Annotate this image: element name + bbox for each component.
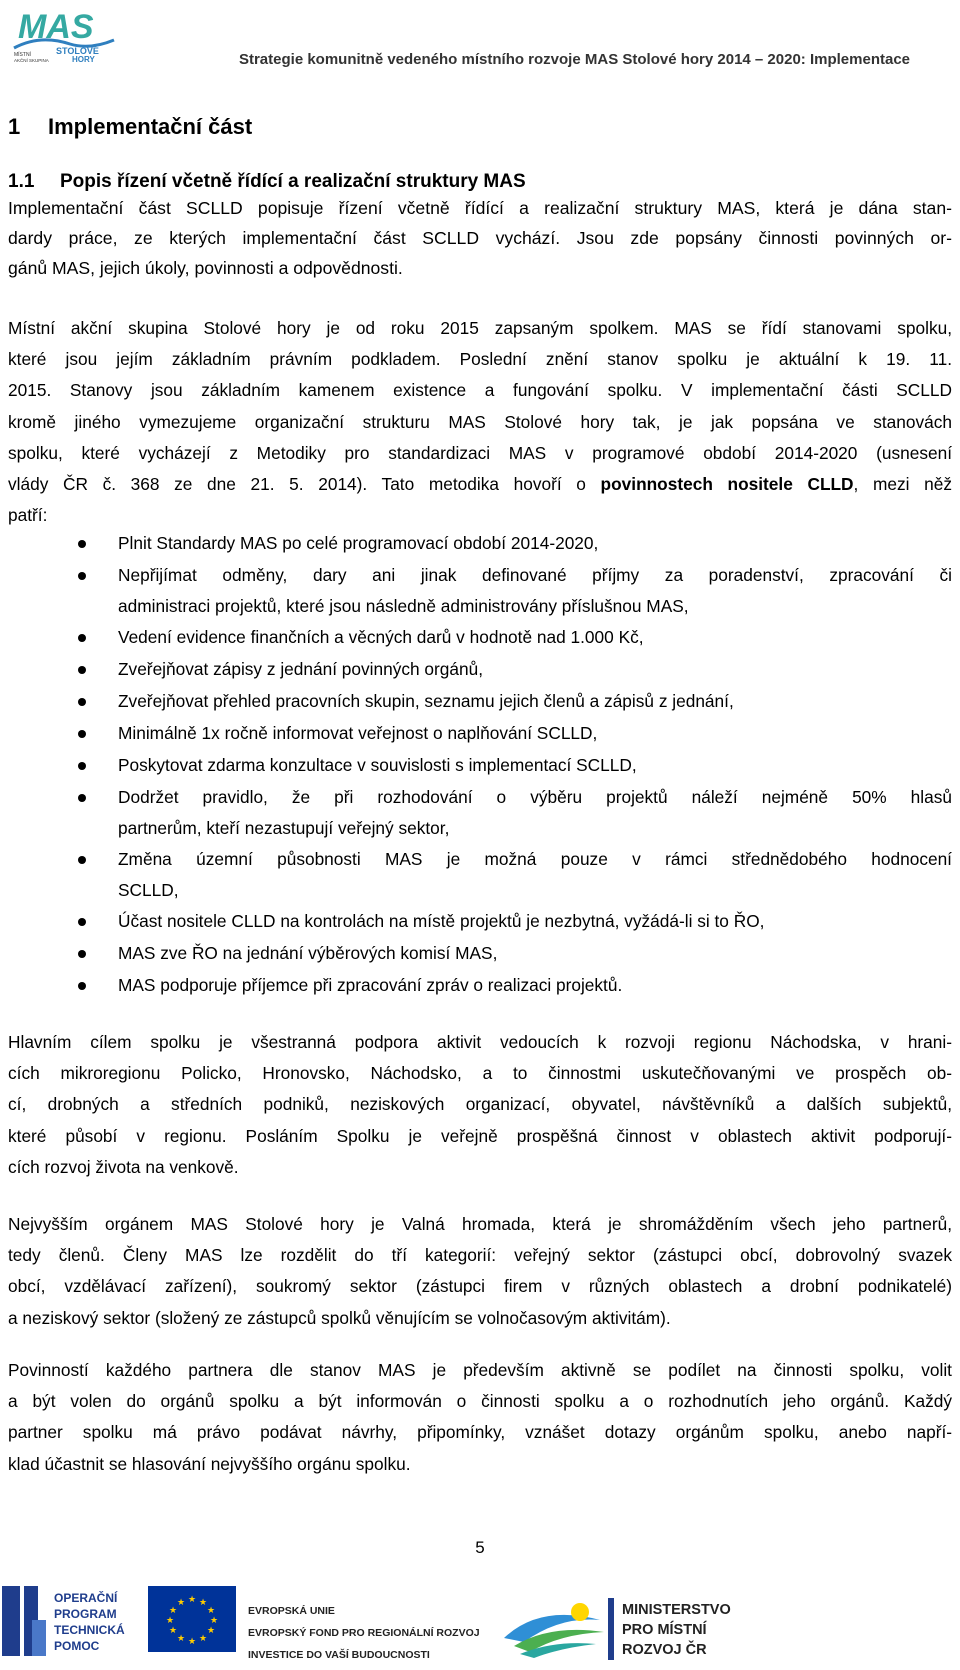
bullet-dot bbox=[78, 698, 86, 706]
svg-text:★: ★ bbox=[176, 1634, 186, 1644]
svg-text:★: ★ bbox=[198, 1598, 208, 1608]
paragraph-line: cích mikroregionu Policko, Hronovsko, Náchodsko, a to činnostmi uskutečňovanými ve prospěch ob- bbox=[8, 1063, 952, 1084]
heading-1-1-number: 1.1 bbox=[8, 171, 35, 192]
heading-1-1 bbox=[8, 171, 526, 193]
mmr-swirl-logo bbox=[500, 1594, 610, 1660]
intro-line: dardy práce, ze kterých implementační část SCLLD vychází. Jsou zde popsány činnosti povinných or- bbox=[8, 228, 952, 248]
paragraph-line: které jsou jejím základním právním podkladem. Poslední znění stanov spolku je aktuální k 19. 11. bbox=[8, 349, 952, 370]
svg-text:★: ★ bbox=[168, 1606, 178, 1616]
paragraph-line: spolku, které vycházejí z Metodiky pro standardizaci MAS v programové období 2014-2020 (usnesení bbox=[8, 442, 952, 463]
svg-text:★: ★ bbox=[209, 1616, 219, 1626]
list-item bbox=[118, 782, 952, 844]
bullet-dot bbox=[78, 918, 86, 926]
eu-line: EVROPSKÝ FOND PRO REGIONÁLNÍ ROZVOJ bbox=[248, 1627, 480, 1639]
heading-1 bbox=[8, 114, 252, 140]
list-item-text: Změna územní působnosti MAS je možná pouze v rámci střednědobého hodnocení bbox=[118, 849, 952, 869]
eu-line: EVROPSKÁ UNIE bbox=[248, 1605, 335, 1617]
list-item-text: Nepřijímat odměny, dary ani jinak definované příjmy za poradenství, zpracování či bbox=[118, 565, 952, 585]
bullet-dot bbox=[78, 572, 86, 580]
eu-flag-icon bbox=[148, 1586, 236, 1652]
text-run: , mezi něž bbox=[853, 474, 952, 495]
list-item bbox=[118, 528, 598, 559]
list-item bbox=[118, 844, 952, 906]
svg-text:★: ★ bbox=[187, 1595, 197, 1605]
list-item-text: Zveřejňovat přehled pracovních skupin, seznamu jejich členů a zápisů z jednání, bbox=[118, 691, 734, 711]
logo-hory: HORY bbox=[72, 55, 95, 64]
list-item bbox=[118, 750, 637, 781]
text-run: vlády ČR č. 368 ze dne 21. 5. 2014). Tato metodika hovoří o bbox=[8, 474, 601, 495]
bullet-dot bbox=[78, 730, 86, 738]
mmr-bar bbox=[608, 1598, 614, 1660]
heading-1-number: 1 bbox=[8, 114, 21, 139]
page-number: 5 bbox=[475, 1538, 485, 1557]
paragraph-partner-duties bbox=[8, 1355, 952, 1480]
paragraph-goal bbox=[8, 1027, 952, 1183]
paragraph-line: obcí, vzdělávací zařízení), soukromý sektor (zástupci firem v různých oblastech a drobní podnikatelé) bbox=[8, 1276, 952, 1297]
op-line: POMOC bbox=[54, 1639, 100, 1653]
paragraph-line: 2015. Stanovy jsou základním kamenem existence a fungování spolku. V implementační části SCLLD bbox=[8, 380, 952, 401]
paragraph-line: kromě jiného vymezujeme organizační strukturu MAS Stolové hory tak, je jak popsána ve stanovách bbox=[8, 411, 952, 432]
bullet-dot bbox=[78, 794, 86, 802]
list-item-text: administraci projektů, které jsou následně administrovány příslušnou MAS, bbox=[118, 596, 689, 616]
heading-1-1-text: Popis řízení včetně řídící a realizační struktury MAS bbox=[60, 171, 526, 192]
bullet-dot bbox=[78, 950, 86, 958]
list-item bbox=[118, 970, 622, 1001]
paragraph-line: partner spolku má právo podávat návrhy, připomínky, vznášet dotazy orgánům spolku, anebo napří- bbox=[8, 1422, 952, 1443]
paragraph-line: Povinností každého partnera dle stanov MAS je především aktivně se podílet na činnosti spolku, volit bbox=[8, 1360, 952, 1380]
paragraph-legal-status bbox=[8, 313, 952, 531]
list-item-text: Minimálně 1x ročně informovat veřejnost o naplňování SCLLD, bbox=[118, 723, 598, 743]
logo-line1: MÍSTNÍ bbox=[14, 52, 31, 58]
svg-text:★: ★ bbox=[206, 1626, 216, 1636]
intro-line: Implementační část SCLLD popisuje řízení včetně řídící a realizační struktury MAS, která je dána stan- bbox=[8, 198, 952, 218]
bullet-dot bbox=[78, 540, 86, 548]
mmr-text bbox=[622, 1600, 731, 1660]
heading-1-text: Implementační část bbox=[48, 114, 253, 139]
svg-text:★: ★ bbox=[206, 1606, 216, 1616]
list-item-text: MAS zve ŘO na jednání výběrových komisí MAS, bbox=[118, 943, 498, 963]
list-item-text: Zveřejňovat zápisy z jednání povinných orgánů, bbox=[118, 659, 484, 679]
list-item bbox=[118, 622, 644, 653]
logo-mas-text: MAS bbox=[18, 8, 94, 46]
bullet-dot bbox=[78, 982, 86, 990]
svg-text:★: ★ bbox=[187, 1637, 197, 1647]
svg-text:★: ★ bbox=[168, 1626, 178, 1636]
list-item-text: partnerům, kteří nezastupují veřejný sektor, bbox=[118, 818, 450, 838]
paragraph-line: Místní akční skupina Stolové hory je od roku 2015 zapsaným spolkem. MAS se řídí stanovami spolku, bbox=[8, 318, 952, 338]
document-header-title: Strategie komunitně vedeného místního rozvoje MAS Stolové hory 2014 – 2020: Implementace bbox=[238, 51, 910, 68]
op-tp-logo bbox=[2, 1580, 142, 1668]
bullet-dot bbox=[78, 762, 86, 770]
bullet-dot bbox=[78, 856, 86, 864]
eu-line: INVESTICE DO VAŠÍ BUDOUCNOSTI bbox=[248, 1649, 430, 1661]
list-item bbox=[118, 938, 497, 969]
paragraph-line: patří: bbox=[8, 505, 48, 526]
svg-text:★: ★ bbox=[165, 1616, 175, 1626]
logo-stolove: STOLOVÉ bbox=[56, 46, 99, 56]
mas-logo bbox=[10, 4, 122, 64]
list-item bbox=[118, 686, 734, 717]
paragraph-line: Nejvyšším orgánem MAS Stolové hory je Valná hromada, která je shromážděním všech jeho partnerů, bbox=[8, 1214, 952, 1234]
list-item bbox=[118, 654, 483, 685]
paragraph-line: klad účastnit se hlasování nejvyššího orgánu spolku. bbox=[8, 1453, 411, 1474]
list-item-text: Účast nositele CLLD na kontrolách na místě projektů je nezbytná, vyžádá-li si to ŘO, bbox=[118, 911, 765, 931]
list-item-text: MAS podporuje příjemce při zpracování zpráv o realizaci projektů. bbox=[118, 975, 623, 995]
bullet-dot bbox=[78, 666, 86, 674]
intro-line: gánů MAS, jejich úkoly, povinnosti a odpovědnosti. bbox=[8, 258, 403, 278]
eu-text bbox=[248, 1600, 480, 1666]
logo-line2: AKČNÍ SKUPINA bbox=[14, 58, 49, 63]
paragraph-line: Hlavním cílem spolku je všestranná podpora aktivit vedoucích k rozvoji regionu Náchodska, v hrani- bbox=[8, 1032, 952, 1052]
paragraph-line: které působí v regionu. Posláním Spolku je veřejně prospěšná činnost v oblastech aktivit podporují- bbox=[8, 1125, 952, 1146]
op-line: PROGRAM bbox=[54, 1607, 117, 1621]
paragraph-line: cích rozvoj života na venkově. bbox=[8, 1156, 239, 1177]
paragraph-line bbox=[8, 469, 952, 500]
paragraph-general-assembly bbox=[8, 1209, 952, 1334]
mmr-line: PRO MÍSTNÍ bbox=[622, 1622, 707, 1638]
list-item-text: Poskytovat zdarma konzultace v souvislosti s implementací SCLLD, bbox=[118, 755, 637, 775]
op-line: OPERAČNÍ bbox=[54, 1591, 118, 1605]
mmr-line: MINISTERSTVO bbox=[622, 1602, 731, 1618]
paragraph-line: a neziskový sektor (složený ze zástupců spolků věnujícím se volnočasovým aktivitám). bbox=[8, 1307, 671, 1328]
footer-logos bbox=[0, 1578, 960, 1670]
list-item-text: Vedení evidence finančních a věcných darů v hodnotě nad 1.000 Kč, bbox=[118, 627, 644, 647]
paragraph-line: tedy členů. Členy MAS lze rozdělit do tří kategorií: veřejný sektor (zástupci obcí, dobrovolný svazek bbox=[8, 1245, 952, 1266]
list-item-text: Plnit Standardy MAS po celé programovací období 2014-2020, bbox=[118, 533, 599, 553]
bold-term: povinnostech nositele CLLD bbox=[600, 474, 854, 495]
mmr-line: ROZVOJ ČR bbox=[622, 1642, 707, 1658]
bullet-dot bbox=[78, 634, 86, 642]
list-item-text: SCLLD, bbox=[118, 880, 179, 900]
svg-text:★: ★ bbox=[176, 1598, 186, 1608]
list-item bbox=[118, 718, 597, 749]
intro-paragraph bbox=[8, 193, 952, 283]
list-item-text: Dodržet pravidlo, že při rozhodování o výběru projektů náleží nejméně 50% hlasů bbox=[118, 787, 952, 807]
list-item bbox=[118, 560, 952, 622]
svg-text:★: ★ bbox=[198, 1634, 208, 1644]
op-line: TECHNICKÁ bbox=[54, 1623, 125, 1637]
paragraph-line: a být volen do orgánů spolku a být informován o činnosti spolku a o rozhodnutích jeho orgánů. Každý bbox=[8, 1391, 952, 1412]
paragraph-line: cí, drobných a středních podniků, neziskových organizací, obyvatel, návštěvníků a dalších subjektů, bbox=[8, 1094, 952, 1115]
list-item bbox=[118, 906, 764, 937]
